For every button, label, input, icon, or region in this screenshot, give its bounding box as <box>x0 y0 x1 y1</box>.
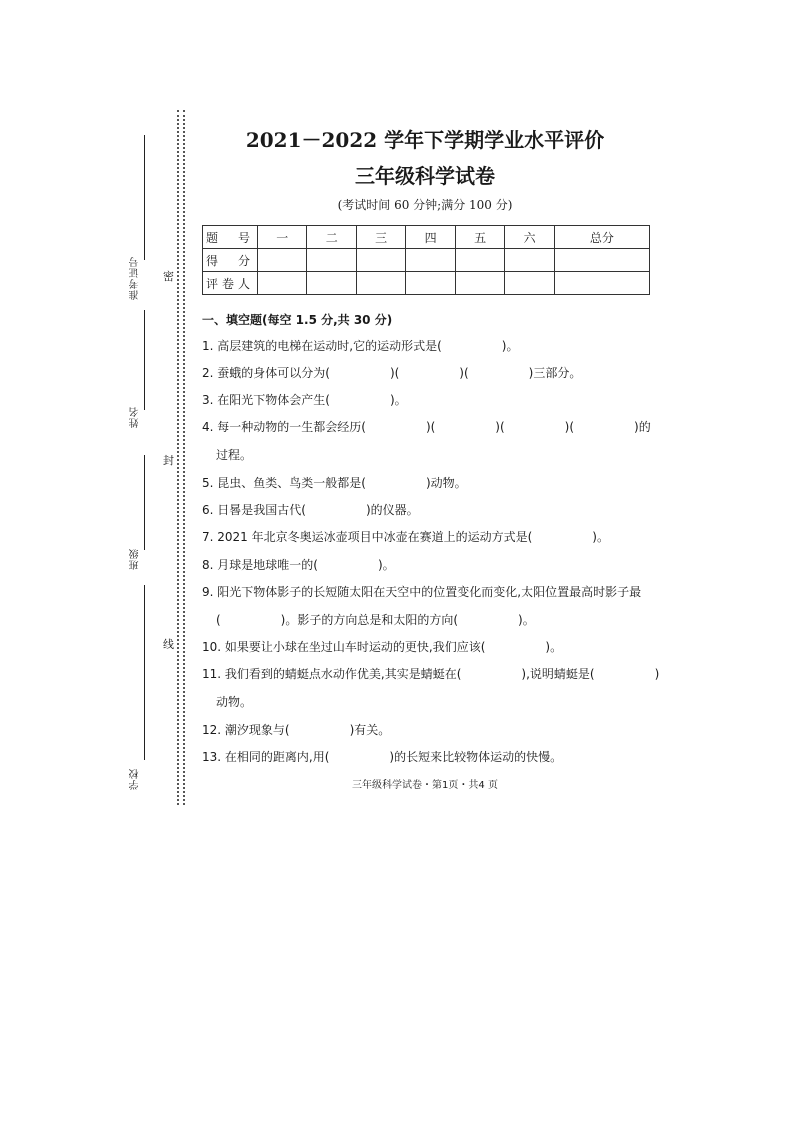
question-line: 13. 在相同的距离内,用( )的长短来比较物体运动的快慢。 <box>202 750 563 764</box>
grader-cell[interactable] <box>307 272 356 295</box>
score-col-header: 二 <box>307 226 356 249</box>
school-line <box>144 585 145 760</box>
school-label: 学校 <box>130 768 141 790</box>
question-line: 过程。 <box>216 448 253 462</box>
score-col-header: 四 <box>406 226 455 249</box>
exam-number-line <box>144 135 145 260</box>
score-table-header-row <box>203 226 650 249</box>
score-cell[interactable] <box>258 249 307 272</box>
score-cell[interactable] <box>505 249 554 272</box>
grader-cell[interactable] <box>554 272 649 295</box>
class-label: 班级 <box>130 548 141 570</box>
exam-title: 2021－2022 学年下学期学业水平评价 <box>245 128 605 152</box>
name-line <box>144 310 145 410</box>
exam-number-label: 准考证号 <box>130 256 141 300</box>
grader-row <box>203 272 650 295</box>
score-table <box>202 225 650 295</box>
grader-cell[interactable] <box>505 272 554 295</box>
question-line: 6. 日晷是我国古代( )的仪器。 <box>202 503 419 517</box>
exam-subtitle: 三年级科学试卷 <box>355 164 495 188</box>
grader-cell[interactable] <box>455 272 504 295</box>
question-line: 4. 每一种动物的一生都会经历( )( )( )( )的 <box>202 420 651 434</box>
question-line: 7. 2021 年北京冬奥运冰壶项目中冰壶在赛道上的运动方式是( )。 <box>202 530 609 544</box>
seal-dotted-line <box>177 110 179 805</box>
seal-char-mi: 密 <box>163 270 174 283</box>
question-line: 8. 月球是地球唯一的( )。 <box>202 558 395 572</box>
section-title: 一、填空题(每空 1.5 分,共 30 分) <box>202 313 393 327</box>
seal-char-feng: 封 <box>163 454 174 467</box>
score-cell[interactable] <box>406 249 455 272</box>
score-cell[interactable] <box>554 249 649 272</box>
score-table-header-label: 题 号 <box>203 226 258 249</box>
score-col-header: 六 <box>505 226 554 249</box>
question-line: 9. 阳光下物体影子的长短随太阳在天空中的位置变化而变化,太阳位置最高时影子最 <box>202 585 642 599</box>
question-line: 2. 蚕蛾的身体可以分为( )( )( )三部分。 <box>202 366 582 380</box>
page-footer: 三年级科学试卷・第1页・共4 页 <box>352 780 498 791</box>
score-cell[interactable] <box>307 249 356 272</box>
score-col-header: 一 <box>258 226 307 249</box>
seal-dotted-line <box>183 110 185 805</box>
class-line <box>144 455 145 550</box>
score-col-header: 五 <box>455 226 504 249</box>
question-line: 1. 高层建筑的电梯在运动时,它的运动形式是( )。 <box>202 339 519 353</box>
score-row-label: 得 分 <box>203 249 258 272</box>
exam-info: (考试时间 60 分钟;满分 100 分) <box>337 198 513 212</box>
question-line: 10. 如果要让小球在坐过山车时运动的更快,我们应该( )。 <box>202 640 563 654</box>
question-line: 3. 在阳光下物体会产生( )。 <box>202 393 407 407</box>
grader-cell[interactable] <box>406 272 455 295</box>
grader-cell[interactable] <box>258 272 307 295</box>
question-line: 11. 我们看到的蜻蜓点水动作优美,其实是蜻蜓在( ),说明蜻蜓是( ) <box>202 667 660 681</box>
score-cell[interactable] <box>455 249 504 272</box>
seal-char-xian: 线 <box>163 638 174 651</box>
score-row <box>203 249 650 272</box>
question-line: 动物。 <box>216 695 253 709</box>
question-line: ( )。影子的方向总是和太阳的方向( )。 <box>216 613 535 627</box>
grader-row-label: 评卷人 <box>203 272 258 295</box>
question-line: 12. 潮汐现象与( )有关。 <box>202 723 391 737</box>
score-col-header: 三 <box>356 226 405 249</box>
name-label: 姓名 <box>130 406 141 428</box>
score-col-header: 总分 <box>554 226 649 249</box>
question-line: 5. 昆虫、鱼类、鸟类一般都是( )动物。 <box>202 476 467 490</box>
grader-cell[interactable] <box>356 272 405 295</box>
score-cell[interactable] <box>356 249 405 272</box>
